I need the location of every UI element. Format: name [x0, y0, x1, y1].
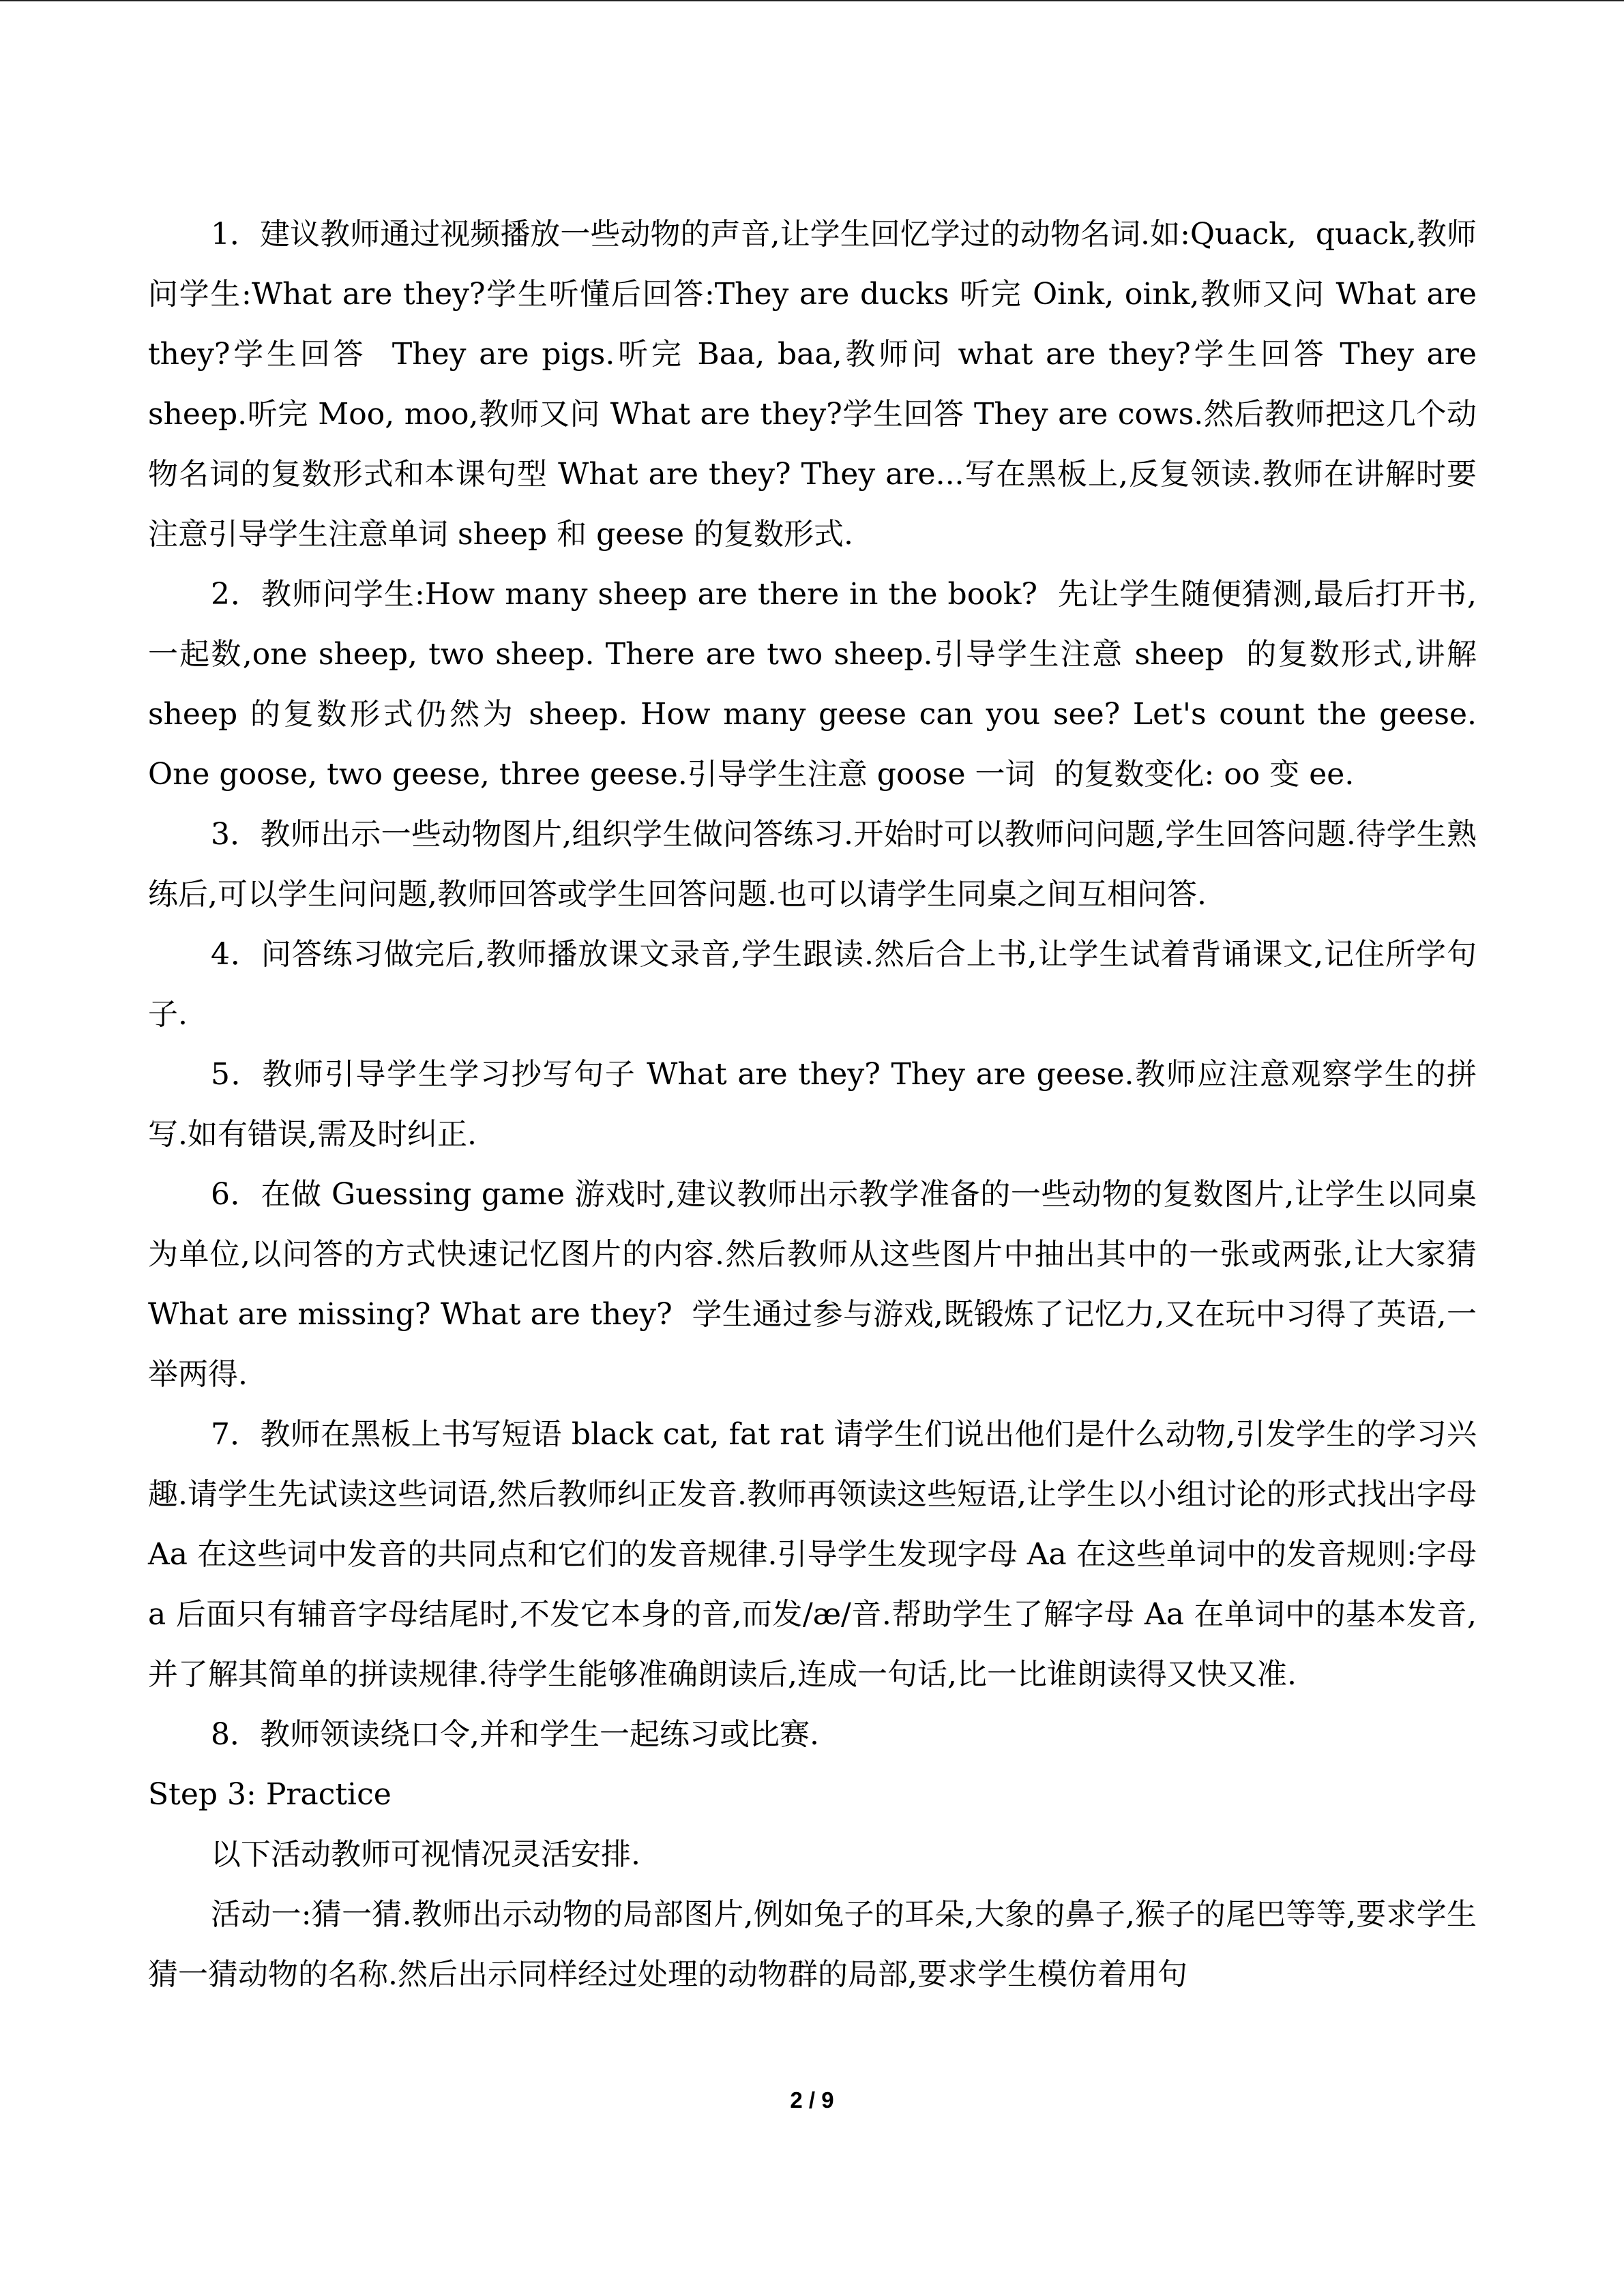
page-number: 2 / 9 [790, 2087, 834, 2113]
paragraph-activity-1: 活动一:猜一猜.教师出示动物的局部图片,例如兔子的耳朵,大象的鼻子,猴子的尾巴等等,要求学生猜一猜动物的名称.然后出示同样经过处理的动物群的局部,要求学生模仿着用句 [148, 1897, 1477, 1992]
document-body [148, 205, 1486, 2005]
paragraph-1: 1．建议教师通过视频播放一些动物的声音,让学生回忆学过的动物名词.如:Quack, quack,教师问学生:What are they?学生听懂后回答:They are ducks 听完 Oink, oink,教师又问 What are they?学生回答 They are pigs.听完 Baa, baa,教师问 what are they?学生回答 They are sheep.听完 Moo, moo,教师又问 What are they?学生回答 They are cows.然后教师把这几个动物名词的复数形式和本课句型 What are they? They are...写在黑板上,反复领读.教师在讲解时要注意引导学生注意单词 sheep 和 geese 的复数形式. [148, 217, 1486, 552]
paragraph-3: 3．教师出示一些动物图片,组织学生做问答练习.开始时可以教师问问题,学生回答问题.待学生熟练后,可以学生问问题,教师回答或学生回答问题.也可以请学生同桌之间互相问答. [148, 817, 1477, 912]
section-heading-step-3: Step 3: Practice [148, 1777, 392, 1812]
paragraph-7: 7．教师在黑板上书写短语 black cat, fat rat 请学生们说出他们是什么动物,引发学生的学习兴趣.请学生先试读这些词语,然后教师纠正发音.教师再领读这些短语,让学生以小组讨论的形式找出字母 Aa 在这些词中发音的共同点和它们的发音规律.引导学生发现字母 Aa 在这些单词中的发音规则:字母 a 后面只有辅音字母结尾时,不发它本身的音,而发/æ/音.帮助学生了解字母 Aa 在单词中的基本发音,并了解其简单的拼读规律.待学生能够准确朗读后,连成一句话,比一比谁朗读得又快又准. [148, 1417, 1486, 1692]
paragraph-6: 6．在做 Guessing game 游戏时,建议教师出示教学准备的一些动物的复数图片,让学生以同桌为单位,以问答的方式快速记忆图片的内容.然后教师从这些图片中抽出其中的一张或两张,让大家猜 What are missing? What are they? 学生通过参与游戏,既锻炼了记忆力,又在玩中习得了英语,一举两得. [148, 1177, 1486, 1392]
paragraph-5: 5．教师引导学生学习抄写句子 What are they? They are geese.教师应注意观察学生的拼写.如有错误,需及时纠正. [148, 1057, 1477, 1152]
top-border-line [0, 0, 1624, 1]
paragraph-4: 4．问答练习做完后,教师播放课文录音,学生跟读.然后合上书,让学生试着背诵课文,记住所学句子. [148, 937, 1477, 1032]
paragraph-8: 8．教师领读绕口令,并和学生一起练习或比赛. [211, 1717, 819, 1752]
paragraph-2: 2．教师问学生:How many sheep are there in the book? 先让学生随便猜测,最后打开书,一起数,one sheep, two sheep. There are two sheep.引导学生注意 sheep 的复数形式,讲解 sheep 的复数形式仍然为 sheep. How many geese can you see? Let's count the geese. One goose, two geese, three geese.引导学生注意 goose 一词 的复数变化: oo 变 ee. [148, 577, 1486, 792]
paragraph-intro-activities: 以下活动教师可视情况灵活安排. [211, 1837, 640, 1872]
